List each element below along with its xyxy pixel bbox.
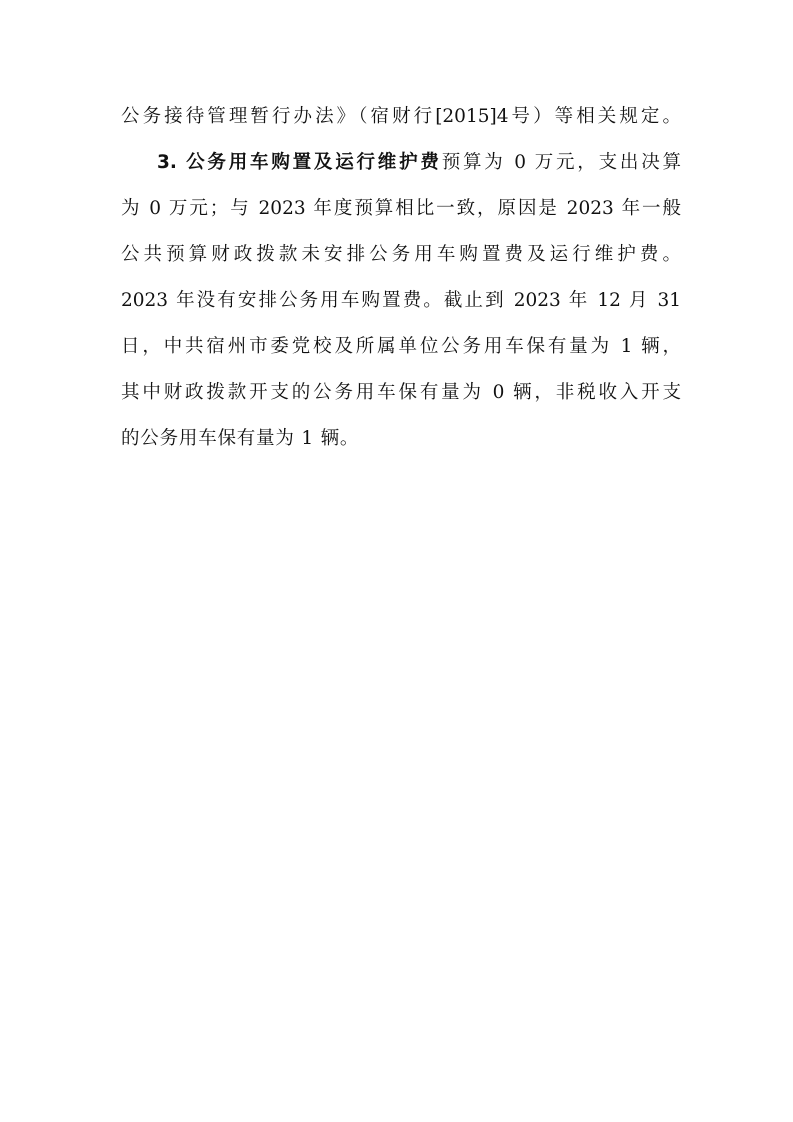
paragraph-line: 的公务用车保有量为 1 辆。 bbox=[121, 428, 360, 449]
paragraph-line-text: 预算为 0 万元，支出决算 bbox=[441, 152, 681, 173]
paragraph-line: 日，中共宿州市委党校及所属单位公务用车保有量为 1 辆， bbox=[121, 336, 681, 357]
paragraph-line: 公务接待管理暂行办法》（宿财行[2015]4号）等相关规定。 bbox=[121, 106, 681, 127]
paragraph-line: 其中财政拨款开支的公务用车保有量为 0 辆，非税收入开支 bbox=[121, 382, 681, 403]
paragraph-line: 2023 年没有安排公务用车购置费。截止到 2023 年 12 月 31 bbox=[121, 290, 681, 311]
paragraph-line bbox=[157, 143, 681, 183]
section-heading: 3. 公务用车购置及运行维护费 bbox=[157, 152, 442, 173]
paragraph-line: 为 0 万元；与 2023 年度预算相比一致，原因是 2023 年一般 bbox=[121, 198, 681, 219]
paragraph-line: 公共预算财政拨款未安排公务用车购置费及运行维护费。 bbox=[121, 244, 681, 265]
